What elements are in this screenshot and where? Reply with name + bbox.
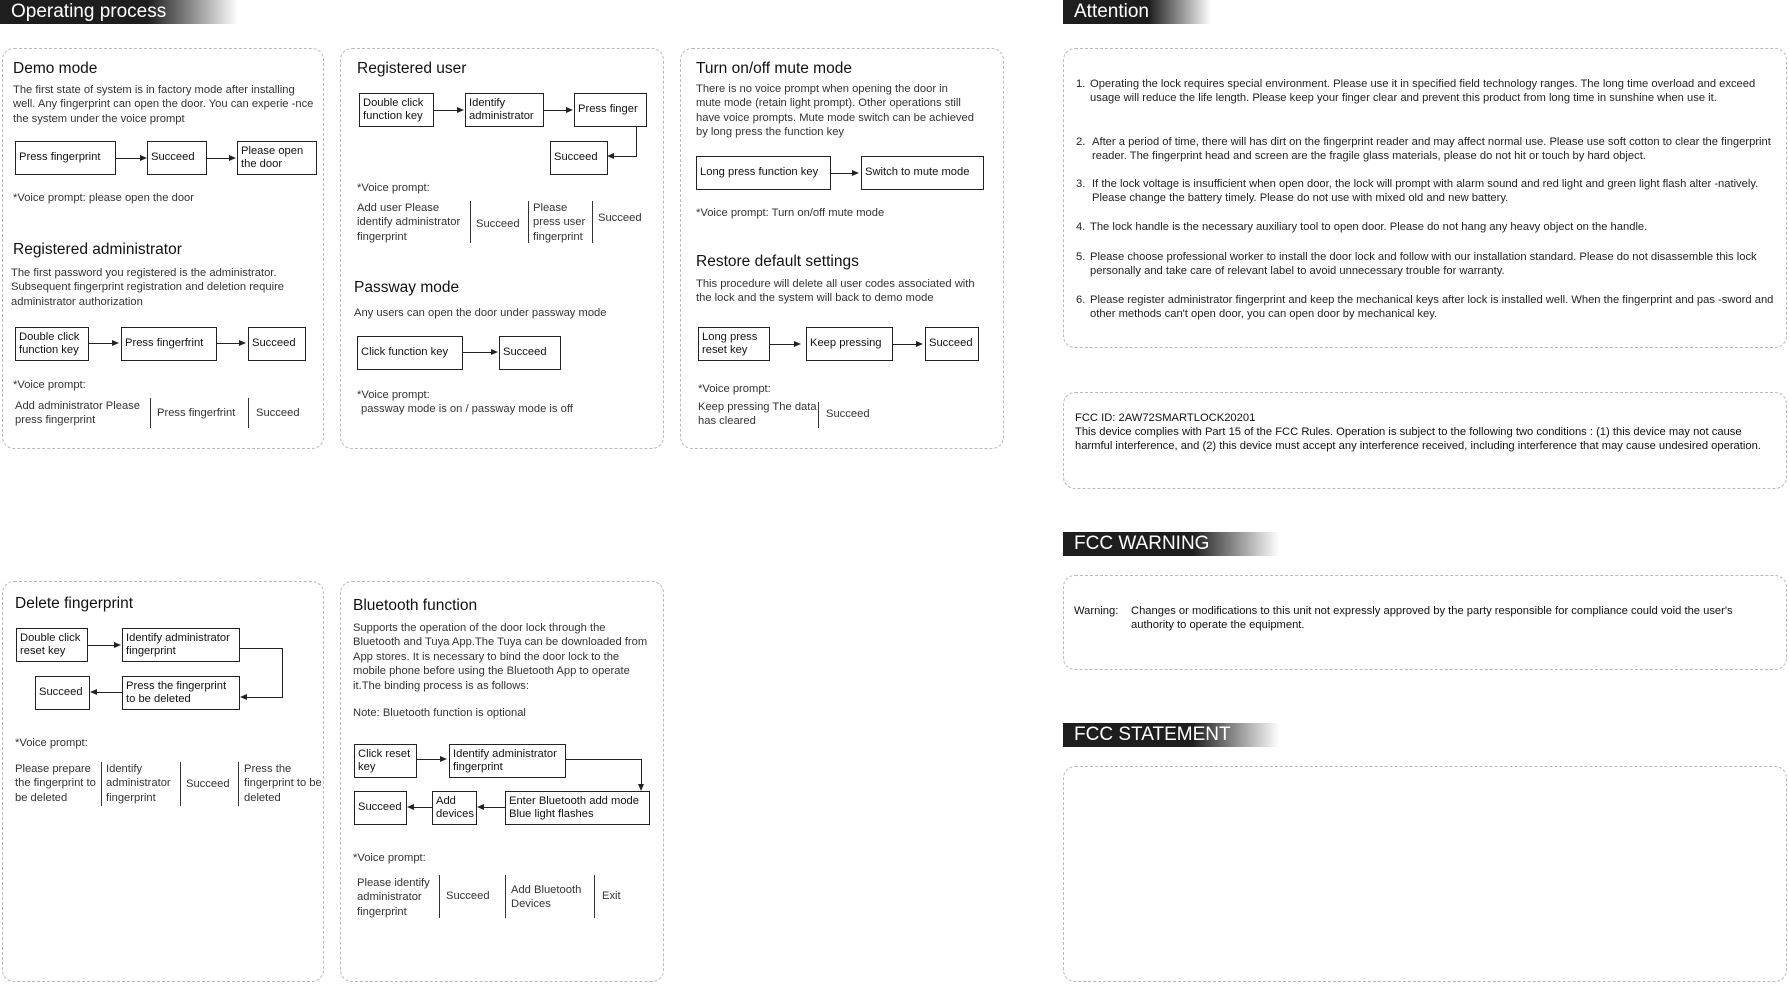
arrow-head	[457, 107, 464, 113]
item-text: Please choose professional worker to install the door lock and follow with our installation standard. Please do not disassemble this lock personally and take care of relevant label to avoid unnecessary trouble for warranty.	[1090, 251, 1757, 278]
bluetooth-note: Note: Bluetooth function is optional	[353, 707, 526, 719]
banner-title: Attention	[1074, 1, 1149, 22]
admin-voice-item-2: Press fingerfrint	[157, 407, 236, 419]
connector-line	[484, 807, 505, 808]
connector-line	[614, 156, 637, 157]
user-step-1: Double click function key	[359, 93, 434, 127]
bluetooth-function-title: Bluetooth function	[353, 597, 478, 614]
admin-voice-item-1: Add administrator Please press fingerprint	[15, 400, 140, 427]
delete-voice-item-1: Please prepare the fingerprint to be deleted	[15, 763, 96, 804]
arrow-line	[116, 158, 141, 159]
item-text: If the lock voltage is insufficient when open door, the lock will prompt with alarm sound and red light and green light flash alter -natively. Please change the battery timely. Please do not use with mixed old and new battery.	[1092, 178, 1759, 205]
arrow-head	[407, 804, 414, 810]
user-voice-item-4: Succeed	[598, 212, 642, 224]
restore-step-2: Keep pressing	[806, 327, 893, 361]
arrow-head	[240, 694, 247, 700]
demo-step-3: Please open the door	[237, 141, 317, 175]
arrow-line	[88, 645, 115, 646]
arrow-head	[239, 340, 246, 346]
banner-title: FCC STATEMENT	[1074, 724, 1231, 745]
arrow-head	[477, 804, 484, 810]
arrow-head	[114, 642, 121, 648]
separator	[101, 762, 102, 806]
arrow-head	[229, 155, 236, 161]
arrow-line	[893, 344, 917, 345]
user-voice-item-1: Add user Please identify administrator fingerprint	[357, 202, 461, 243]
demo-mode-title: Demo mode	[13, 60, 98, 77]
arrow-line	[544, 110, 567, 111]
delete-voice-item-4: Press the fingerprint to be deleted	[244, 763, 322, 804]
fcc-id: FCC ID: 2AW72SMARTLOCK20201	[1075, 412, 1256, 424]
arrow-head	[566, 107, 573, 113]
arrow-head	[90, 689, 97, 695]
admin-step-1: Double click function key	[15, 327, 89, 361]
warning-label: Warning:	[1074, 605, 1119, 617]
mute-mode-title: Turn on/off mute mode	[696, 60, 852, 77]
registered-user-title: Registered user	[357, 60, 467, 77]
arrow-head	[440, 756, 447, 762]
restore-defaults-title: Restore default settings	[696, 253, 859, 270]
bluetooth-step-4: Add devices	[432, 791, 477, 825]
separator	[592, 201, 593, 243]
delete-voice-label: *Voice prompt:	[15, 737, 88, 749]
item-text: The lock handle is the necessary auxiliary tool to open door. Please do not hang any heavy object on the handle.	[1090, 221, 1648, 233]
separator	[528, 201, 529, 243]
delete-step-3: Press the fingerprint to be deleted	[122, 676, 240, 710]
arrow-line	[207, 158, 231, 159]
item-text: Please register administrator fingerprint and keep the mechanical keys after lock is installed well. When the fingerprint and pas -sword and other methods can't open door, you can open door by mechanical key.	[1090, 294, 1774, 321]
connector-line	[246, 697, 283, 698]
separator	[470, 201, 471, 243]
separator	[150, 398, 151, 428]
restore-step-1: Long press reset key	[698, 327, 770, 361]
bluetooth-step-2: Identify administrator fingerprint	[449, 744, 566, 778]
passway-mode-title: Passway mode	[354, 279, 460, 296]
fcc-statement-panel	[1063, 766, 1787, 982]
bluetooth-voice-item-4: Exit	[602, 890, 621, 902]
admin-step-2: Press fingerfrint	[121, 327, 217, 361]
item-number: 3.	[1076, 178, 1086, 190]
passway-mode-description: Any users can open the door under passway mode	[354, 307, 607, 319]
arrow-line	[463, 352, 492, 353]
passway-voice-label: *Voice prompt:	[357, 389, 430, 401]
demo-step-2: Succeed	[147, 141, 207, 175]
arrow-line	[417, 759, 441, 760]
bluetooth-voice-item-1: Please identify administrator fingerprint	[357, 877, 430, 918]
restore-defaults-description: This procedure will delete all user codes associated with the lock and the system will back to demo mode	[696, 278, 975, 305]
item-number: 5.	[1076, 251, 1086, 263]
bluetooth-voice-item-3: Add Bluetooth Devices	[511, 884, 582, 911]
connector-line	[97, 692, 122, 693]
delete-step-4: Succeed	[35, 676, 90, 710]
separator	[248, 398, 249, 428]
demo-step-1: Press fingerprint	[15, 141, 116, 175]
arrow-line	[89, 343, 113, 344]
mute-mode-description: There is no voice prompt when opening the door in mute mode (retain light prompt). Other operations still have voice prompts. Mute mode switch can be achieved by long press the function key	[696, 83, 974, 139]
item-number: 6.	[1076, 294, 1086, 306]
arrow-head	[140, 155, 147, 161]
arrow-line	[217, 343, 240, 344]
operating-process-banner	[0, 0, 238, 24]
banner-title: FCC WARNING	[1074, 533, 1210, 554]
item-number: 2.	[1076, 136, 1086, 148]
fcc-statement-banner	[1063, 723, 1279, 747]
arrow-head	[491, 349, 498, 355]
demo-voice-prompt: *Voice prompt: please open the door	[13, 192, 194, 204]
arrow-line	[831, 173, 853, 174]
restore-voice-label: *Voice prompt:	[698, 383, 771, 395]
arrow-head	[112, 340, 119, 346]
delete-voice-item-2: Identify administrator fingerprint	[106, 763, 171, 804]
connector-line	[414, 807, 432, 808]
separator	[180, 762, 181, 806]
user-voice-label: *Voice prompt:	[357, 182, 430, 194]
connector-line	[636, 127, 637, 156]
warning-text: Changes or modifications to this unit not expressly approved by the party responsible for compliance could void the user's authority to operate the equipment.	[1131, 605, 1733, 632]
user-step-2: Identify administrator	[465, 93, 544, 127]
banner-title: Operating process	[11, 1, 167, 22]
separator	[439, 875, 440, 918]
mute-step-2: Switch to mute mode	[861, 156, 984, 190]
admin-step-3: Succeed	[248, 327, 306, 361]
arrow-head	[794, 341, 801, 347]
admin-voice-label: *Voice prompt:	[13, 379, 86, 391]
arrow-line	[770, 344, 795, 345]
arrow-head	[916, 341, 923, 347]
user-voice-item-2: Succeed	[476, 218, 520, 230]
bluetooth-voice-item-2: Succeed	[446, 890, 490, 902]
fcc-compliance-text: This device complies with Part 15 of the FCC Rules. Operation is subject to the following two conditions : (1) this device may not cause harmful interference, and (2) this device must accept any interference received, including interference that may cause undesired operation.	[1075, 426, 1761, 453]
separator	[505, 875, 506, 918]
registered-admin-description: The first password you registered is the administrator. Subsequent fingerprint registration and deletion require administrator authorization	[11, 267, 285, 308]
separator	[818, 402, 819, 428]
connector-line	[641, 759, 642, 784]
mute-voice-prompt: *Voice prompt: Turn on/off mute mode	[696, 207, 885, 219]
separator	[594, 875, 595, 918]
bluetooth-step-3: Enter Bluetooth add mode Blue light flashes	[505, 791, 650, 825]
bluetooth-step-1: Click reset key	[354, 744, 417, 778]
arrow-line	[434, 110, 458, 111]
admin-voice-item-3: Succeed	[256, 407, 300, 419]
fcc-warning-banner	[1063, 532, 1279, 556]
attention-banner	[1063, 0, 1211, 24]
connector-line	[282, 648, 283, 698]
passway-voice-text: passway mode is on / passway mode is off	[361, 403, 573, 415]
item-text: After a period of time, there will has dirt on the fingerprint reader and may affect normal use. Please use soft cotton to clear the fingerprint reader. The fingerprint head and screen are the fragile glass materials, please do not hit or touch by hard object.	[1092, 136, 1771, 163]
arrow-head	[638, 784, 644, 791]
user-voice-item-3: Please press user fingerprint	[533, 202, 586, 243]
mute-step-1: Long press function key	[696, 156, 831, 190]
bluetooth-voice-label: *Voice prompt:	[353, 852, 426, 864]
demo-mode-description: The first state of system is in factory mode after installing well. Any fingerprint can open the door. You can experie -nce the system under the voice prompt	[13, 84, 314, 125]
bluetooth-step-5: Succeed	[354, 791, 407, 825]
item-number: 4.	[1076, 221, 1086, 233]
item-number: 1.	[1076, 78, 1086, 90]
user-step-4: Succeed	[550, 141, 608, 175]
user-step-3: Press finger	[574, 93, 647, 127]
delete-fingerprint-title: Delete fingerprint	[15, 595, 134, 612]
separator	[238, 762, 239, 806]
passway-step-2: Succeed	[499, 336, 561, 370]
restore-voice-item-1: Keep pressing The data has cleared	[698, 401, 817, 428]
delete-step-1: Double click reset key	[16, 628, 88, 662]
delete-step-2: Identify administrator fingerprint	[122, 628, 240, 662]
restore-step-3: Succeed	[925, 327, 979, 361]
passway-step-1: Click function key	[357, 336, 463, 370]
arrow-head	[607, 153, 614, 159]
connector-line	[566, 759, 641, 760]
connector-line	[240, 648, 282, 649]
registered-admin-title: Registered administrator	[13, 241, 182, 258]
bluetooth-description: Supports the operation of the door lock through the Bluetooth and Tuya App.The Tuya can be downloaded from App stores. It is necessary to bind the door lock to the mobile phone before using the Bluetooth App to operate it.The binding process is as follows:	[353, 622, 648, 692]
item-text: Operating the lock requires special environment. Please use it in specified field technology ranges. The long time overload and exceed usage will reduce the life length. Please keep your finger clear and prevent this product from long time in sunshine when use it.	[1090, 78, 1756, 105]
delete-voice-item-3: Succeed	[186, 778, 230, 790]
arrow-head	[852, 170, 859, 176]
restore-voice-item-2: Succeed	[826, 408, 870, 420]
